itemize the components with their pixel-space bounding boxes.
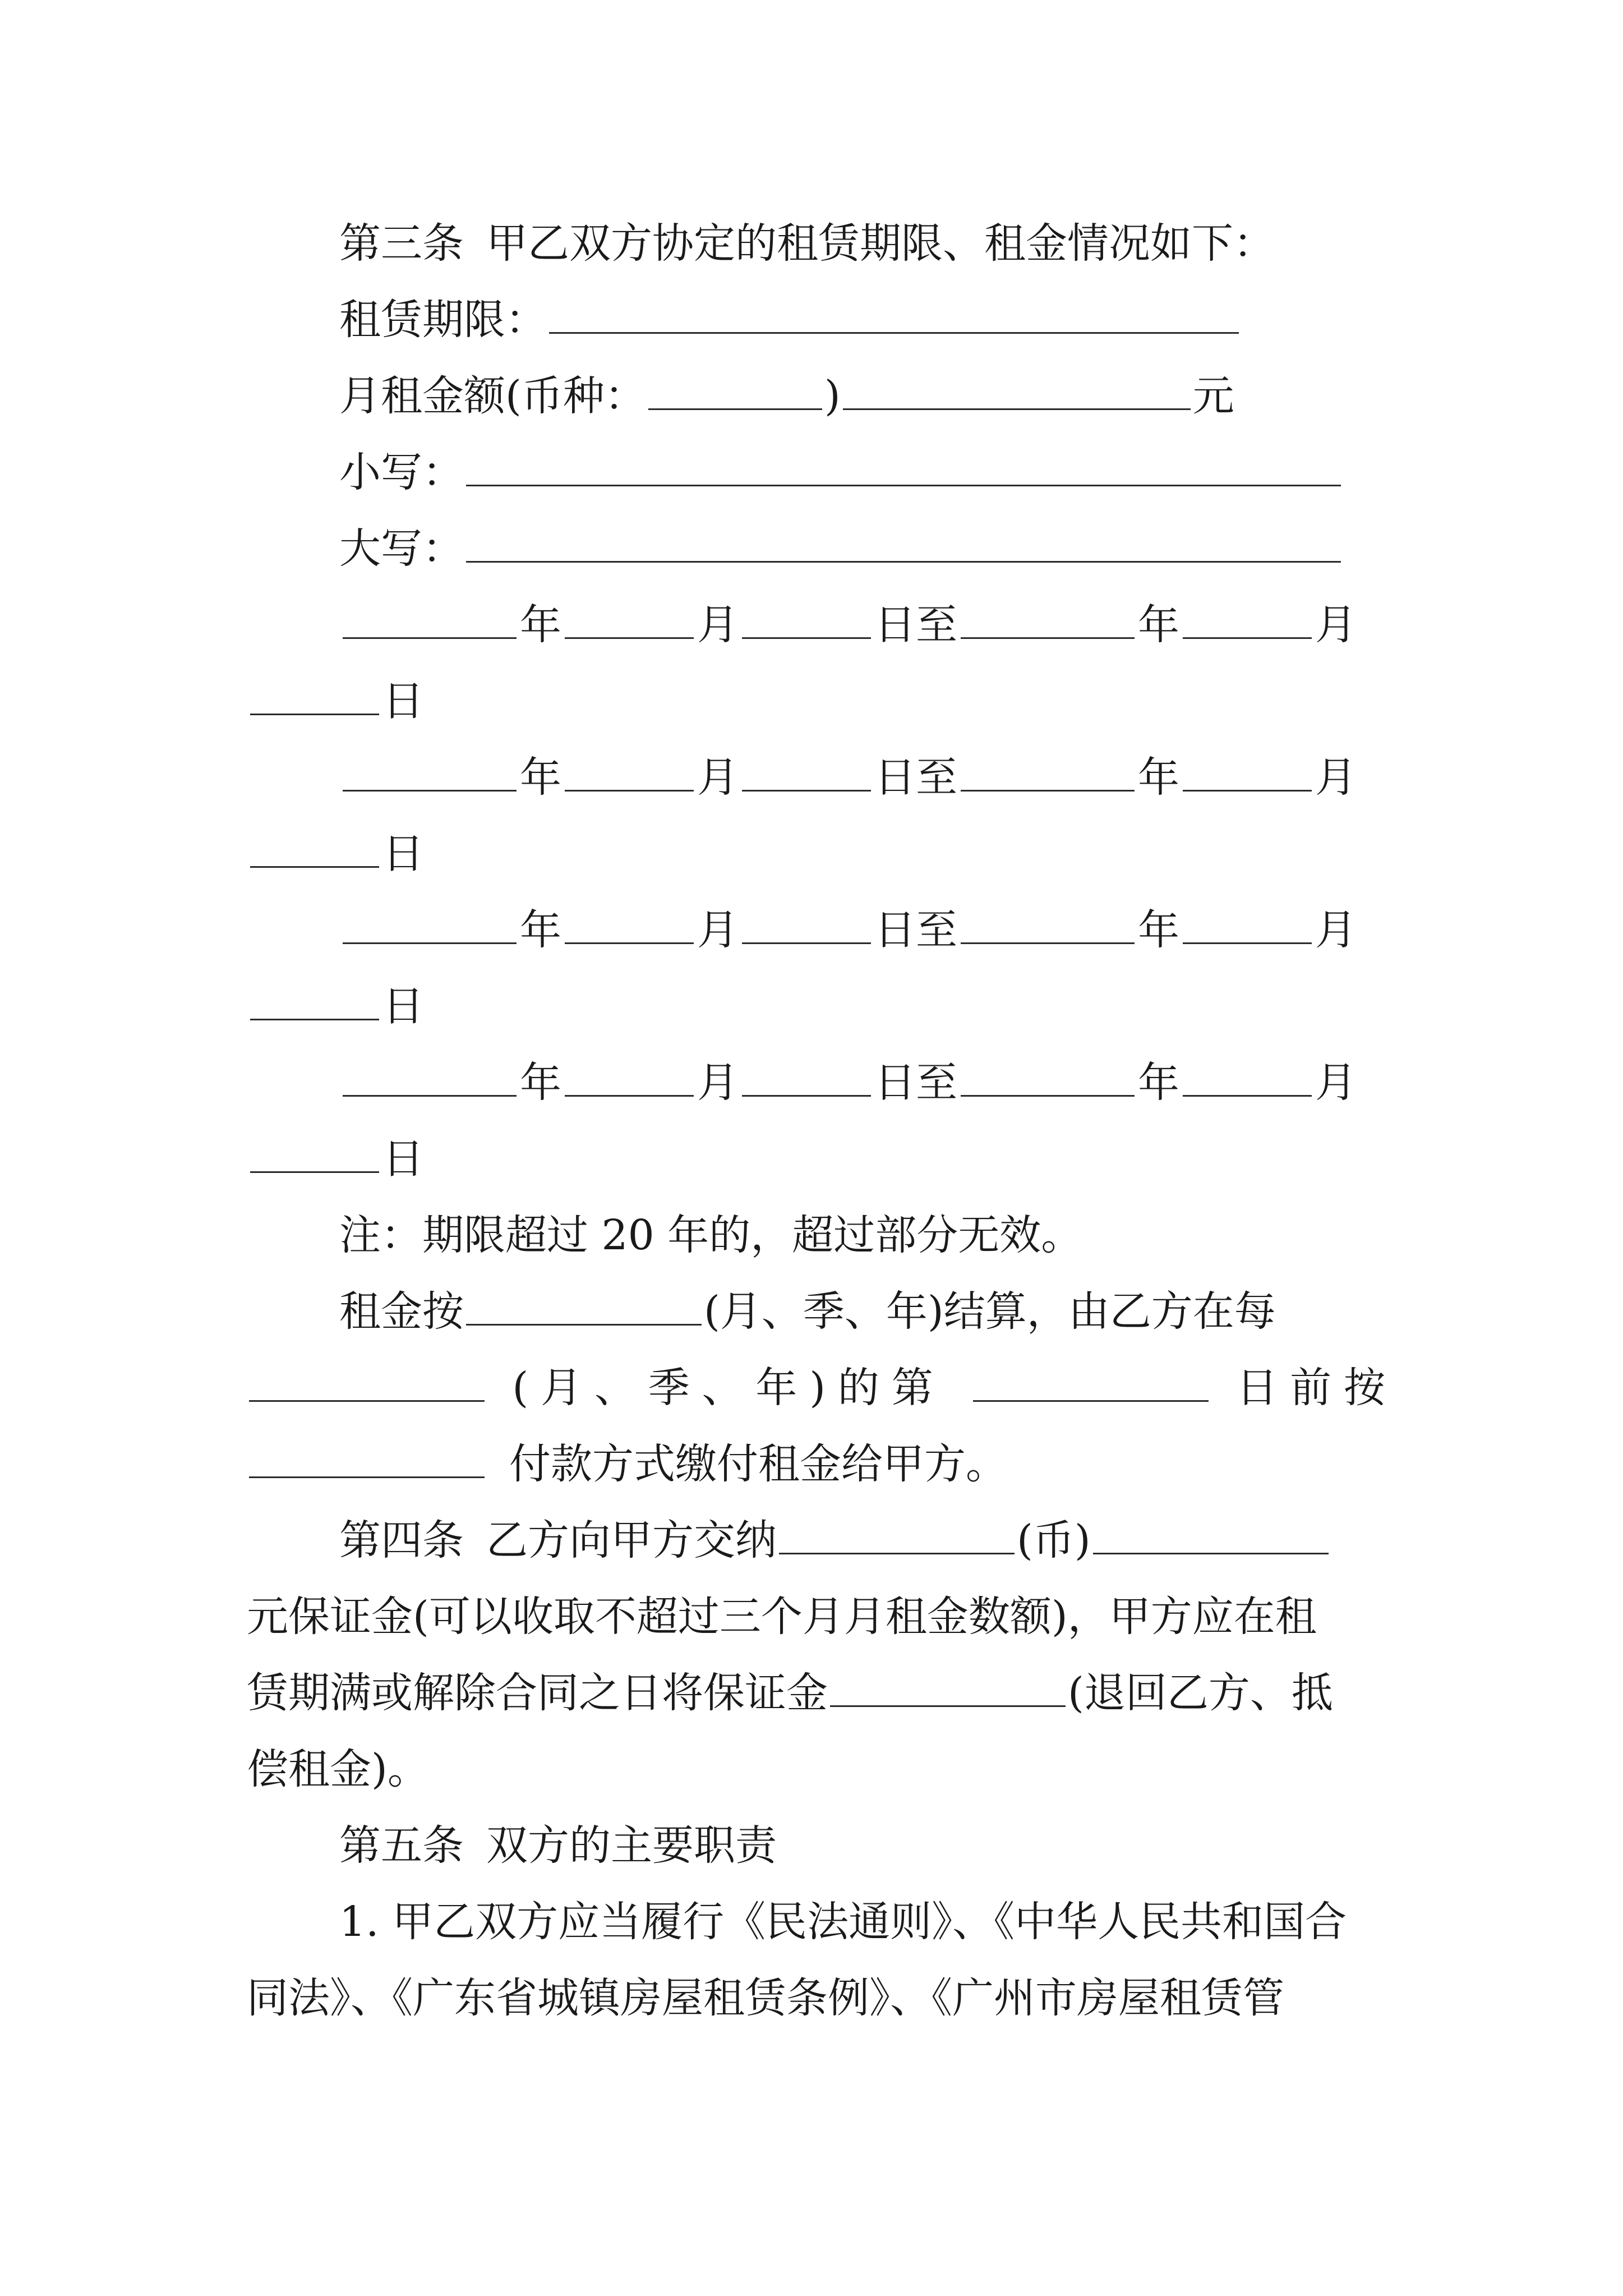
month-label: 月 [697, 1059, 739, 1107]
lease-term-label: 租赁期限： [339, 296, 547, 344]
monthly-rent-line [339, 358, 1385, 434]
article5-heading-line [339, 1807, 1385, 1884]
period-line [339, 587, 1385, 663]
day-label: 日 [382, 982, 424, 1030]
article5-number: 第五条 [339, 1821, 464, 1870]
start-year-field[interactable] [343, 1060, 517, 1097]
month-label: 月 [697, 753, 739, 802]
settle-text: (月、季、年)结算，由乙方在每 [704, 1287, 1276, 1336]
article4-line-1 [339, 1502, 1385, 1579]
uppercase-label: 大写： [339, 524, 464, 573]
article4-line-4: 偿租金)。 [247, 1745, 429, 1793]
article5-item1-line-1: 1. 甲乙双方应当履行《民法通则》、《中华人民共和国合 [339, 1898, 1347, 1946]
month-label: 月 [1315, 601, 1357, 649]
monthly-rent-close: ) [824, 372, 841, 420]
year-label: 年 [520, 753, 561, 802]
period-day-line [247, 968, 1385, 1045]
end-year-field[interactable] [961, 755, 1135, 792]
start-year-field[interactable] [343, 908, 517, 944]
payment-period-field[interactable] [249, 1365, 485, 1402]
term-note: 注：期限超过 20 年的，超过部分无效。 [339, 1211, 1083, 1259]
day-to-label: 日至 [874, 906, 957, 954]
article4-text: 乙方向甲方交纳 [486, 1516, 777, 1565]
end-day-field[interactable] [250, 679, 379, 715]
start-day-field[interactable] [742, 755, 871, 792]
article5-title: 双方的主要职责 [486, 1821, 777, 1870]
period-day-line [247, 663, 1385, 739]
period-line [339, 1045, 1385, 1121]
start-day-field[interactable] [742, 1060, 871, 1097]
end-month-field[interactable] [1183, 602, 1312, 639]
monthly-rent-field[interactable] [843, 374, 1191, 410]
start-month-field[interactable] [565, 1060, 694, 1097]
period-line [339, 739, 1385, 816]
end-month-field[interactable] [1183, 1060, 1312, 1097]
end-month-field[interactable] [1183, 908, 1312, 944]
year-label: 年 [1138, 753, 1179, 802]
start-day-field[interactable] [742, 908, 871, 944]
settlement-line-2 [247, 1350, 1385, 1426]
end-day-field[interactable] [250, 831, 379, 868]
start-month-field[interactable] [565, 602, 694, 639]
year-label: 年 [520, 906, 561, 954]
year-label: 年 [1138, 1059, 1179, 1107]
start-day-field[interactable] [742, 602, 871, 639]
month-label: 月 [1315, 906, 1357, 954]
settle-text: 租金按 [339, 1287, 464, 1336]
settlement-period-field[interactable] [466, 1289, 702, 1326]
settlement-line-3 [247, 1426, 1385, 1502]
start-year-field[interactable] [343, 602, 517, 639]
currency-field[interactable] [648, 374, 822, 410]
end-year-field[interactable] [961, 602, 1135, 639]
article5-item1-line-2: 同法》、《广东省城镇房屋租赁条例》、《广州市房屋租赁管 [247, 1974, 1284, 2022]
day-to-label: 日至 [874, 601, 957, 649]
day-label: 日 [382, 1135, 424, 1183]
lowercase-line [339, 434, 1385, 510]
lease-term-field[interactable] [549, 297, 1239, 334]
deposit-handling-field[interactable] [830, 1671, 1066, 1707]
lowercase-label: 小写： [339, 448, 464, 496]
year-label: 年 [1138, 906, 1179, 954]
end-year-field[interactable] [961, 908, 1135, 944]
day-label: 日 [382, 830, 424, 878]
start-month-field[interactable] [565, 908, 694, 944]
article3-title: 甲乙双方协定的租赁期限、租金情况如下： [486, 219, 1275, 268]
article4-number: 第四条 [339, 1516, 464, 1565]
article4-line-2: 元保证金(可以收取不超过三个月月租金数额)，甲方应在租 [247, 1593, 1317, 1641]
uppercase-line [339, 510, 1385, 587]
start-month-field[interactable] [565, 755, 694, 792]
article3-heading-line [339, 205, 1385, 282]
month-label: 月 [1315, 753, 1357, 802]
article4-text: (退回乙方、抵 [1068, 1669, 1333, 1717]
settlement-line-1 [339, 1273, 1385, 1350]
lease-term-line [339, 282, 1385, 358]
settle-text: 日前按 [1236, 1364, 1385, 1412]
yuan-label: 元 [1192, 372, 1234, 420]
monthly-rent-label: 月租金额(币种： [339, 372, 646, 420]
end-year-field[interactable] [961, 1060, 1135, 1097]
article4-text: (币) [1017, 1516, 1091, 1565]
day-to-label: 日至 [874, 753, 957, 802]
deposit-amount-field[interactable] [1093, 1518, 1329, 1554]
payment-method-field[interactable] [249, 1442, 485, 1478]
deposit-currency-field[interactable] [779, 1518, 1015, 1554]
payment-day-field[interactable] [973, 1365, 1209, 1402]
end-month-field[interactable] [1183, 755, 1312, 792]
day-to-label: 日至 [874, 1059, 957, 1107]
lowercase-amount-field[interactable] [466, 450, 1341, 486]
day-label: 日 [382, 677, 424, 725]
end-day-field[interactable] [250, 984, 379, 1020]
year-label: 年 [520, 601, 561, 649]
month-label: 月 [697, 601, 739, 649]
end-day-field[interactable] [250, 1137, 379, 1173]
period-day-line [247, 1121, 1385, 1197]
settle-text: (月、季、年)的第 [512, 1364, 946, 1412]
period-day-line [247, 816, 1385, 892]
year-label: 年 [520, 1059, 561, 1107]
article4-line-3 [247, 1655, 1385, 1731]
uppercase-amount-field[interactable] [466, 526, 1341, 563]
month-label: 月 [697, 906, 739, 954]
article3-number: 第三条 [339, 219, 464, 268]
start-year-field[interactable] [343, 755, 517, 792]
article4-text: 赁期满或解除合同之日将保证金 [247, 1669, 828, 1717]
year-label: 年 [1138, 601, 1179, 649]
settle-text: 付款方式缴付租金给甲方。 [509, 1440, 1007, 1488]
month-label: 月 [1315, 1059, 1357, 1107]
period-line [339, 892, 1385, 968]
